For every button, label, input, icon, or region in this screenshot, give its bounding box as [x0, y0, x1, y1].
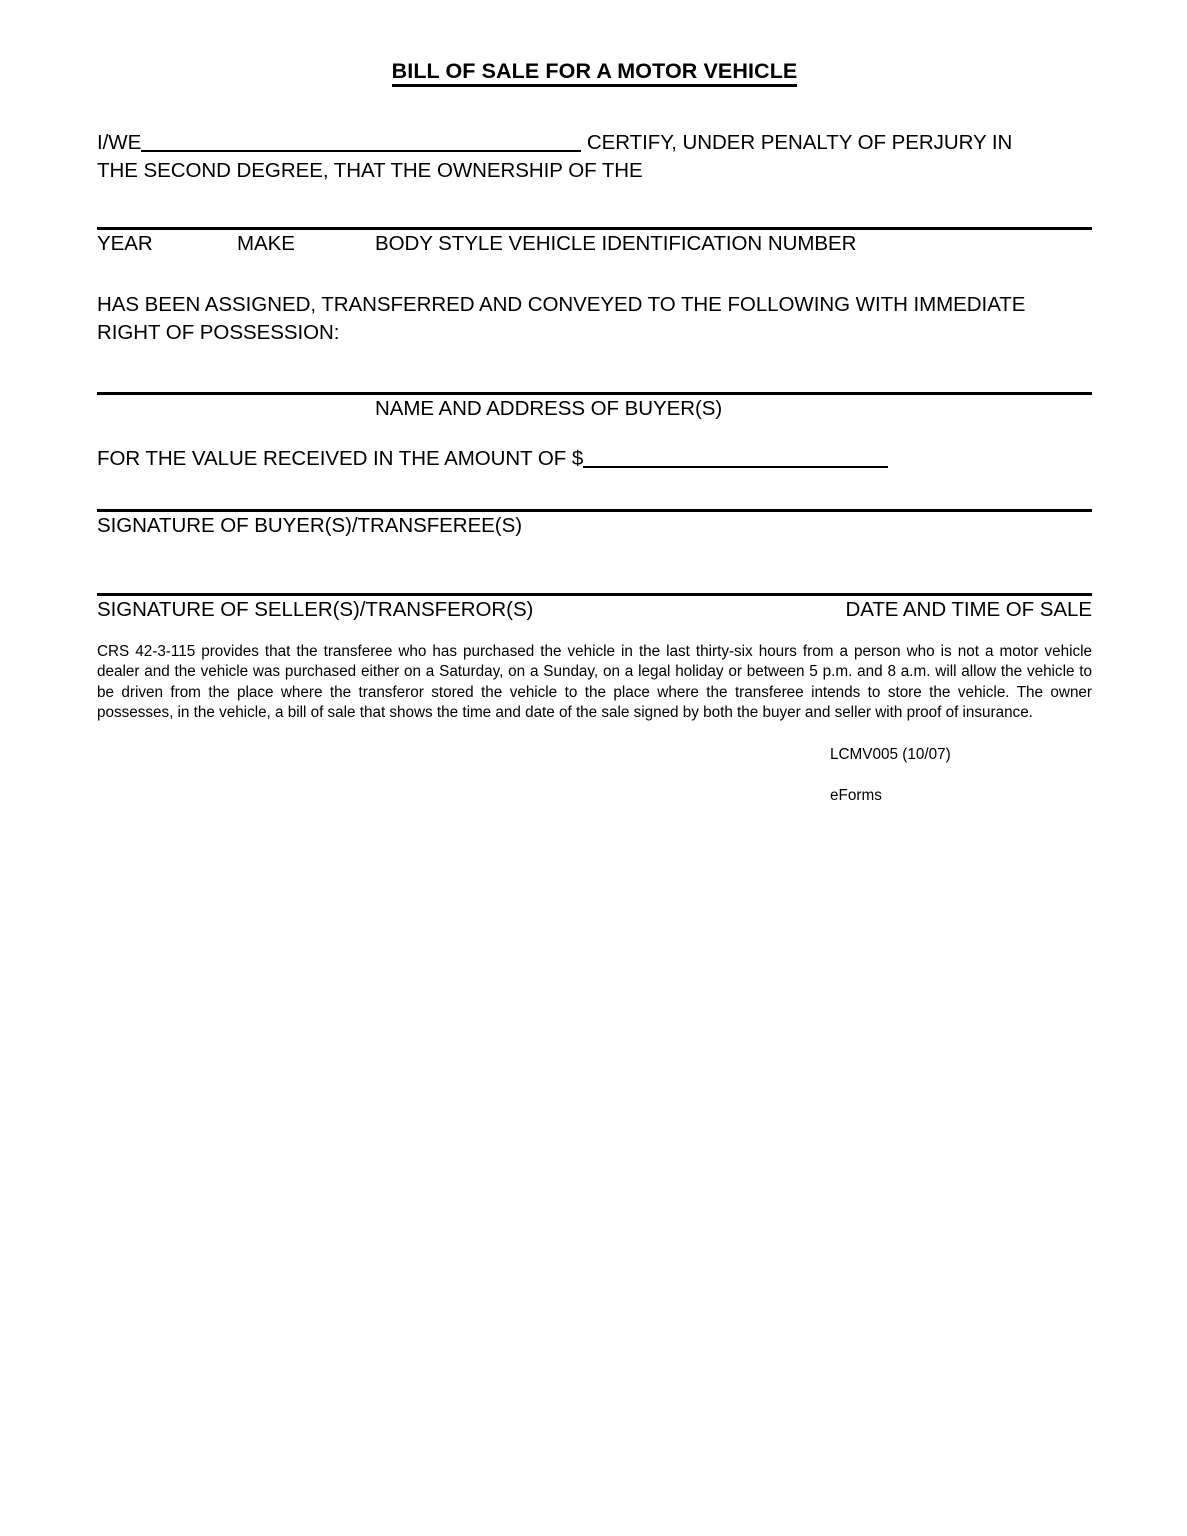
- caption-buyer-signature: SIGNATURE OF BUYER(S)/TRANSFEREE(S): [97, 513, 522, 537]
- amount-field[interactable]: [583, 466, 888, 468]
- caption-date-time-of-sale: DATE AND TIME OF SALE: [845, 597, 1092, 621]
- form-provider: eForms: [830, 787, 882, 805]
- caption-buyer-name-address: NAME AND ADDRESS OF BUYER(S): [375, 396, 723, 420]
- page-title-text: BILL OF SALE FOR A MOTOR VEHICLE: [392, 59, 798, 87]
- iwe-name-field[interactable]: [141, 150, 581, 152]
- caption-seller-signature: SIGNATURE OF SELLER(S)/TRANSFEROR(S): [97, 597, 534, 621]
- statute-notice: [97, 642, 1092, 724]
- value-received-label: FOR THE VALUE RECEIVED IN THE AMOUNT OF $: [97, 446, 584, 470]
- vehicle-caption-row: [97, 230, 1092, 258]
- certification-paragraph: [97, 129, 1092, 157]
- conveyance-paragraph-line1: HAS BEEN ASSIGNED, TRANSFERRED AND CONVEYED TO THE FOLLOWING WITH IMMEDIATE: [97, 292, 1026, 316]
- seller-caption-row: [97, 596, 1092, 624]
- page-title: [97, 0, 1092, 84]
- form-code: LCMV005 (10/07): [830, 745, 951, 763]
- certification-paragraph-line2: THE SECOND DEGREE, THAT THE OWNERSHIP OF THE: [97, 158, 643, 182]
- statute-notice-text: CRS 42-3-115 provides that the transferee who has purchased the vehicle in the last thirty-six hours from a person who is not a motor vehicle dealer and the vehicle was purchased either on a Saturday, on a Sunday, on a legal holiday or between 5 p.m. and 8 a.m. will allow the vehicle to be driven from the place where the transferor stored the vehicle to the place where the transferee intends to store the vehicle. The owner possesses, in the vehicle, a bill of sale that shows the time and date of the sale signed by both the buyer and seller with proof of insurance.: [97, 642, 1092, 722]
- caption-year: YEAR: [97, 231, 153, 255]
- caption-body-style-vin: BODY STYLE VEHICLE IDENTIFICATION NUMBER: [375, 231, 857, 255]
- certify-tail-label: CERTIFY, UNDER PENALTY OF PERJURY IN: [586, 130, 1013, 154]
- document-body: [97, 0, 1092, 807]
- caption-make: MAKE: [237, 231, 295, 255]
- value-received-row: [97, 445, 1092, 473]
- conveyance-paragraph-line2: RIGHT OF POSSESSION:: [97, 320, 340, 344]
- certify-lead-label: I/WE: [97, 130, 142, 154]
